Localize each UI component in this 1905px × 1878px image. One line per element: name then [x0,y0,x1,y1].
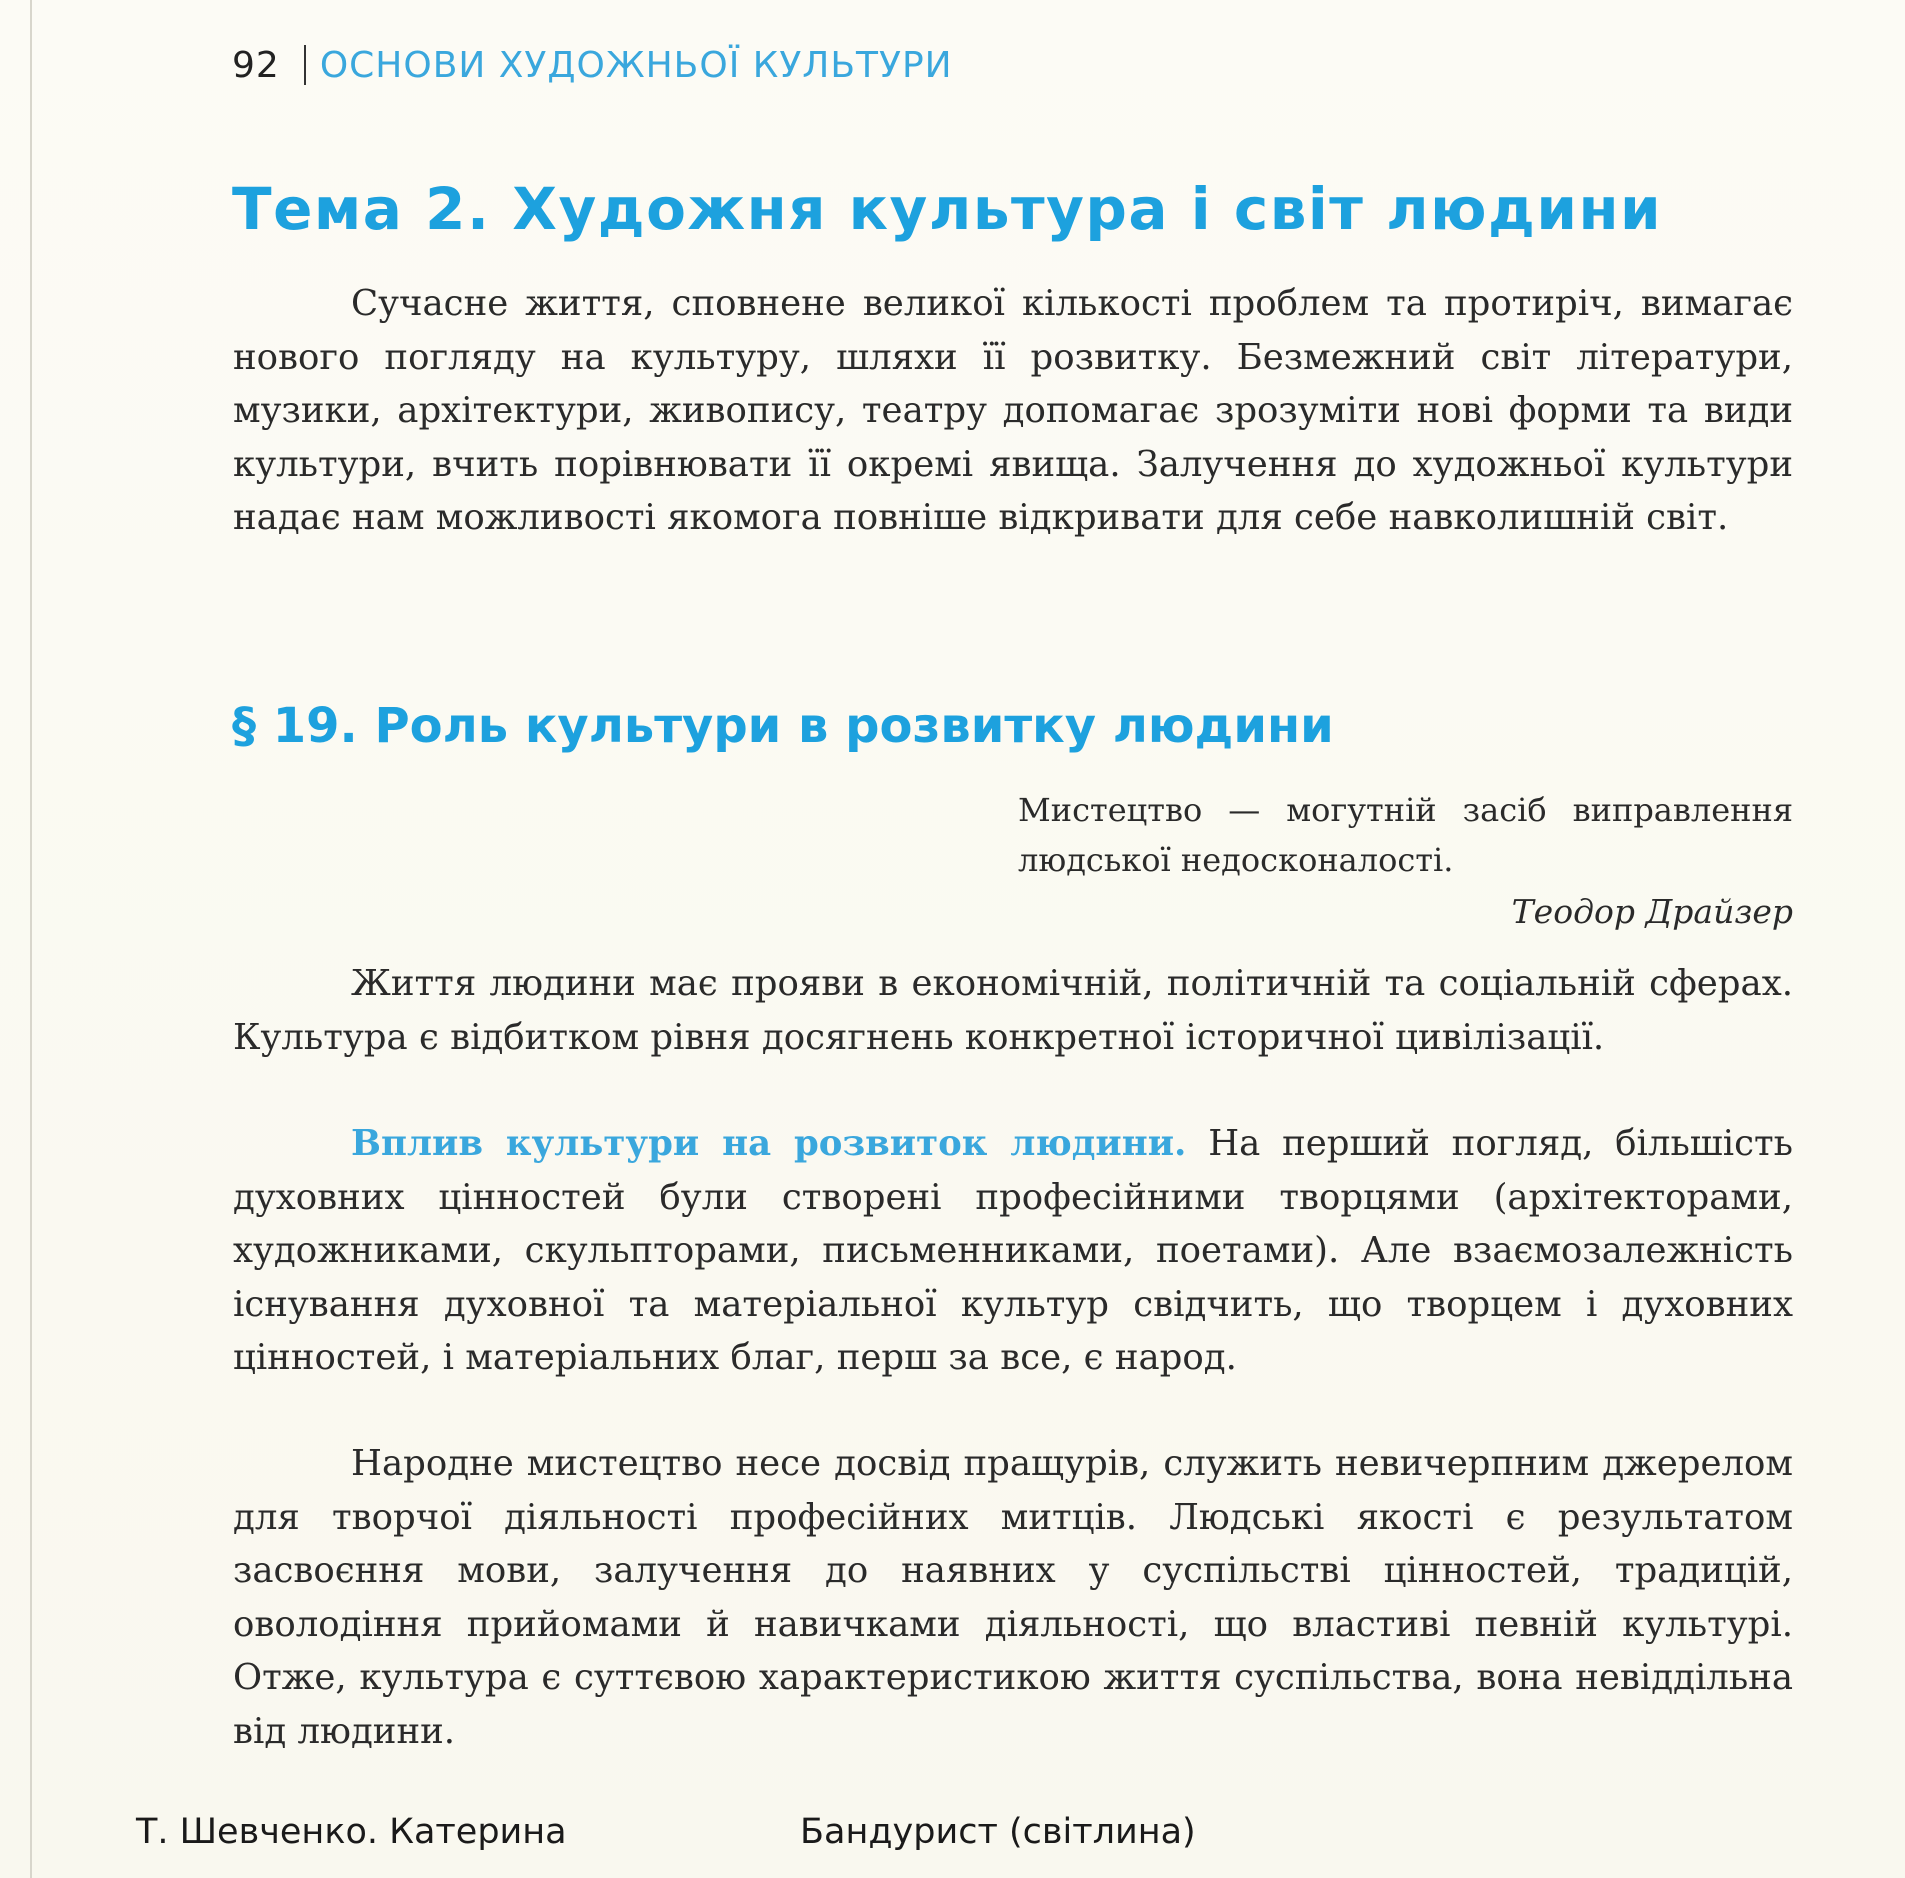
running-header [232,40,953,90]
image-caption-right: Бандурист (світлина) [800,1812,1196,1852]
image-caption-left: Т. Шевченко. Катерина [136,1812,567,1852]
paragraph-2 [233,1117,1793,1385]
paragraph-3: Народне мистецтво несе досвід пращурів, служить невичерпним джерелом для творчої діяльності професійних митців. Людські якості є результатом засвоєння мови, залучення до наявних у суспільстві цінностей, традицій, оволодіння прийомами й навичками діяльності, що властиві певній культурі. Отже, культура є суттєвою характеристикою життя суспільства, вона невіддільна від людини. [233,1443,1793,1752]
epigraph-author: Теодор Драйзер [1511,892,1793,931]
book-title: ОСНОВИ ХУДОЖНЬОЇ КУЛЬТУРИ [319,44,953,86]
topic-title: Тема 2. Художня культура і світ людини [232,175,1663,243]
page-edge-line [30,0,32,1878]
paragraph-1: Життя людини має прояви в економічній, політичній та соціальній сферах. Культура є відбитком рівня досягнень конкретної історичної цивілізації. [233,963,1793,1058]
paragraph-2-text: На перший погляд, більшість духовних цінностей були створені професійними творцями (архітекторами, художниками, скульпторами, письменниками, поетами). Але взаємозалежність існування духовної та матеріальної культур свідчить, що творцем і духовних цінностей, і матеріальних благ, перш за все, є народ. [233,1123,1793,1378]
topic-intro-paragraph: Сучасне життя, сповнене великої кількості проблем та протиріч, вимагає нового погляду на культуру, шляхи її розвитку. Безмежний світ літератури, музики, архітектури, живопису, театру допомагає зрозуміти нові форми та види культури, вчить порівнювати її окремі явища. Залучення до художньої культури надає нам можливості якомога повніше відкривати для себе навколишній світ. [233,283,1793,538]
header-divider [304,45,306,85]
epigraph-quote: Мистецтво — могутній засіб виправлення людської недосконалості. [1018,791,1793,879]
page-number: 92 [232,44,280,86]
section-title: § 19. Роль культури в розвитку людини [232,698,1334,754]
paragraph-2-lead-in: Вплив культури на розвиток людини. [351,1123,1187,1164]
